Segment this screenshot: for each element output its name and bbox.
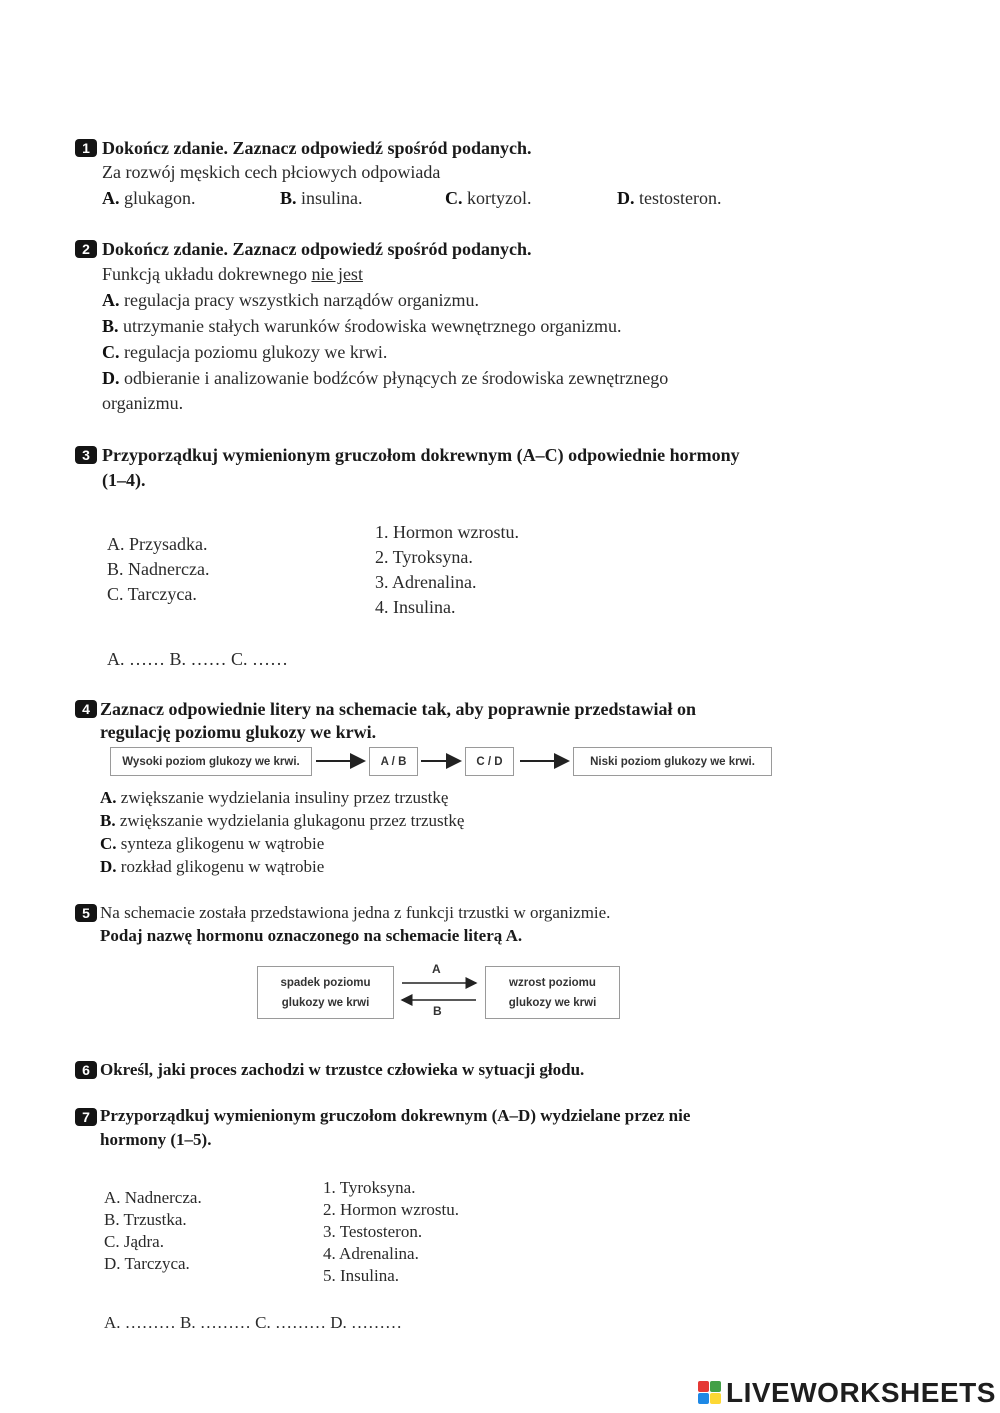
- scheme-end-box: Niski poziom glukozy we krwi.: [573, 747, 772, 776]
- hormone-item: 4. Insulina.: [375, 597, 456, 617]
- option-text: zwiększanie wydzielania insuliny przez trzustkę: [120, 788, 449, 807]
- scheme-step2-box[interactable]: C / D: [465, 747, 514, 776]
- question-7-title-line1: Przyporządkuj wymienionym gruczołom dokrewnym (A–D) wydzielane przez nie: [100, 1106, 691, 1125]
- question-5-title: Podaj nazwę hormonu oznaczonego na schemacie literą A.: [100, 926, 523, 945]
- arrow-label-a: A: [432, 962, 441, 976]
- hormone-item: 1. Tyroksyna.: [323, 1178, 416, 1197]
- gland-item: C. Jądra.: [104, 1232, 164, 1251]
- box-text: glukozy we krwi: [508, 996, 597, 1009]
- q7-hormones-list: [323, 1177, 459, 1287]
- gland-item: A. Przysadka.: [107, 534, 208, 554]
- option-letter: B.: [280, 188, 297, 208]
- option-letter: C.: [100, 834, 117, 853]
- option-letter: C.: [102, 342, 120, 362]
- hormone-item: 5. Insulina.: [323, 1266, 400, 1285]
- box-text: glukozy we krwi: [281, 996, 370, 1009]
- option-text: utrzymanie stałych warunków środowiska wewnętrznego organizmu.: [123, 316, 622, 336]
- gland-item: C. Tarczyca.: [107, 584, 197, 604]
- question-5-intro: Na schemacie została przedstawiona jedna z funkcji trzustki w organizmie.: [100, 903, 611, 922]
- question-3-title-line2: (1–4).: [102, 470, 146, 490]
- hormone-item: 2. Hormon wzrostu.: [323, 1200, 459, 1219]
- question-number-badge: 2: [75, 240, 97, 258]
- option-letter: B.: [100, 811, 116, 830]
- option-text: glukagon.: [124, 188, 196, 208]
- box-text: spadek poziomu: [280, 976, 371, 989]
- option-letter: B.: [102, 316, 119, 336]
- question-1-prompt: Za rozwój męskich cech płciowych odpowiada: [102, 162, 441, 182]
- question-1-title: Dokończ zdanie. Zaznacz odpowiedź spośród podanych.: [102, 138, 532, 158]
- question-number-badge: 5: [75, 904, 97, 922]
- q3-answer-line[interactable]: A. …… B. …… C. ……: [107, 649, 289, 669]
- question-number-badge: 4: [75, 700, 97, 718]
- option-letter: A.: [100, 788, 117, 807]
- option-text: regulacja pracy wszystkich narządów organizmu.: [124, 290, 480, 310]
- q7-answer-line[interactable]: A. ……… B. ……… C. ……… D. ………: [104, 1313, 402, 1332]
- scheme-step1-box[interactable]: A / B: [369, 747, 418, 776]
- hormone-item: 3. Testosteron.: [323, 1222, 423, 1241]
- question-number-badge: 1: [75, 139, 97, 157]
- prompt-emphasis: nie jest: [311, 264, 363, 284]
- gland-item: B. Trzustka.: [104, 1210, 187, 1229]
- question-2-title: Dokończ zdanie. Zaznacz odpowiedź spośród podanych.: [102, 239, 532, 259]
- q7-glands-list: [104, 1187, 202, 1275]
- scheme-start-box: Wysoki poziom glukozy we krwi.: [110, 747, 312, 776]
- question-3-title-line1: Przyporządkuj wymienionym gruczołom dokrewnym (A–C) odpowiednie hormony: [102, 445, 740, 465]
- hormone-item: 2. Tyroksyna.: [375, 547, 473, 567]
- option-letter: D.: [100, 857, 117, 876]
- question-6-title: Określ, jaki proces zachodzi w trzustce człowieka w sytuacji głodu.: [100, 1060, 585, 1079]
- gland-item: D. Tarczyca.: [104, 1254, 190, 1273]
- question-4-title-line1: Zaznacz odpowiednie litery na schemacie tak, aby poprawnie przedstawiał on: [100, 699, 696, 719]
- hormone-item: 4. Adrenalina.: [323, 1244, 419, 1263]
- option-text: testosteron.: [639, 188, 722, 208]
- option-text: kortyzol.: [467, 188, 532, 208]
- q2-option-d-continuation[interactable]: organizmu.: [102, 393, 184, 413]
- gland-item: B. Nadnercza.: [107, 559, 210, 579]
- question-number-badge: 3: [75, 446, 97, 464]
- question-number-badge: 6: [75, 1061, 97, 1079]
- question-number-badge: 7: [75, 1108, 97, 1126]
- question-7-title-line2: hormony (1–5).: [100, 1130, 212, 1149]
- option-letter: D.: [102, 368, 120, 388]
- option-text: synteza glikogenu w wątrobie: [120, 834, 325, 853]
- option-letter: C.: [445, 188, 463, 208]
- prompt-text: Funkcją układu dokrewnego: [102, 264, 307, 284]
- hormone-item: 3. Adrenalina.: [375, 572, 477, 592]
- option-text: rozkład glikogenu w wątrobie: [120, 857, 325, 876]
- option-letter: D.: [617, 188, 635, 208]
- option-text: odbieranie i analizowanie bodźców płynących ze środowiska zewnętrznego: [124, 368, 669, 388]
- option-text: zwiększanie wydzielania glukagonu przez trzustkę: [119, 811, 465, 830]
- hormone-item: 1. Hormon wzrostu.: [375, 522, 519, 542]
- question-4-title-line2: regulację poziomu glukozy we krwi.: [100, 722, 377, 742]
- arrow-label-b: B: [433, 1004, 442, 1018]
- option-text: regulacja poziomu glukozy we krwi.: [124, 342, 388, 362]
- brand-name[interactable]: LIVEWORKSHEETS: [726, 1377, 996, 1408]
- box-text: wzrost poziomu: [509, 976, 596, 989]
- option-text: insulina.: [301, 188, 363, 208]
- option-letter: A.: [102, 290, 120, 310]
- option-letter: A.: [102, 188, 120, 208]
- gland-item: A. Nadnercza.: [104, 1188, 202, 1207]
